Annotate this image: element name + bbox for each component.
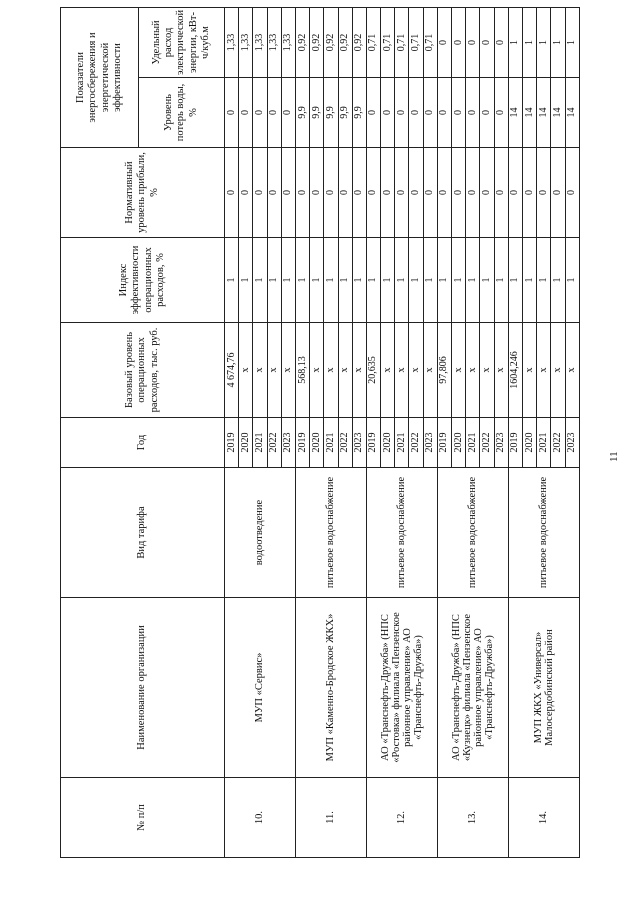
cell-year: 2023 xyxy=(352,418,366,468)
cell-energy: 0 xyxy=(437,7,451,77)
cell-loss: 0 xyxy=(395,78,409,148)
table-body xyxy=(225,7,580,857)
cell-base: x xyxy=(565,323,580,418)
cell-year: 2019 xyxy=(295,418,309,468)
cell-year: 2020 xyxy=(239,418,253,468)
cell-profit: 0 xyxy=(225,148,239,238)
cell-index: 1 xyxy=(466,238,480,323)
group-org: МУП «Сервис» xyxy=(225,598,296,778)
table-row xyxy=(225,7,239,857)
cell-profit: 0 xyxy=(551,148,565,238)
cell-year: 2020 xyxy=(452,418,466,468)
cell-base: x xyxy=(480,323,494,418)
cell-profit: 0 xyxy=(508,148,522,238)
cell-index: 1 xyxy=(423,238,437,323)
cell-index: 1 xyxy=(324,238,338,323)
cell-index: 1 xyxy=(395,238,409,323)
rotated-table-container xyxy=(60,8,580,858)
group-num: 11. xyxy=(295,778,366,858)
header-num: № п/п xyxy=(61,778,225,858)
cell-index: 1 xyxy=(295,238,309,323)
cell-index: 1 xyxy=(508,238,522,323)
cell-year: 2022 xyxy=(480,418,494,468)
cell-base: x xyxy=(239,323,253,418)
cell-base: x xyxy=(253,323,267,418)
cell-year: 2022 xyxy=(267,418,281,468)
group-org: АО «Транснефть-Дружба» (НПС «Ростовка» филиала «Пензенское районное управление» АО «Транснефть-Дружба») xyxy=(366,598,437,778)
cell-loss: 14 xyxy=(522,78,536,148)
cell-year: 2021 xyxy=(466,418,480,468)
cell-profit: 0 xyxy=(565,148,580,238)
cell-energy: 0 xyxy=(494,7,508,77)
cell-loss: 14 xyxy=(508,78,522,148)
group-num: 12. xyxy=(366,778,437,858)
cell-base: 20,635 xyxy=(366,323,380,418)
cell-year: 2023 xyxy=(423,418,437,468)
cell-energy: 0,92 xyxy=(352,7,366,77)
table-row xyxy=(295,7,309,857)
cell-base: x xyxy=(381,323,395,418)
cell-base: x xyxy=(324,323,338,418)
cell-index: 1 xyxy=(381,238,395,323)
cell-index: 1 xyxy=(239,238,253,323)
cell-energy: 0,71 xyxy=(409,7,423,77)
cell-index: 1 xyxy=(253,238,267,323)
cell-energy: 0,71 xyxy=(381,7,395,77)
cell-energy: 0,71 xyxy=(366,7,380,77)
cell-energy: 0,92 xyxy=(324,7,338,77)
cell-loss: 0 xyxy=(225,78,239,148)
cell-base: x xyxy=(522,323,536,418)
cell-energy: 0 xyxy=(452,7,466,77)
cell-base: x xyxy=(310,323,324,418)
cell-index: 1 xyxy=(437,238,451,323)
cell-base: 568,13 xyxy=(295,323,309,418)
header-index: Индекс эффективности операционных расходов, % xyxy=(61,238,225,323)
cell-profit: 0 xyxy=(395,148,409,238)
cell-year: 2021 xyxy=(395,418,409,468)
cell-energy: 1,33 xyxy=(281,7,295,77)
cell-loss: 0 xyxy=(281,78,295,148)
cell-year: 2022 xyxy=(409,418,423,468)
cell-loss: 0 xyxy=(253,78,267,148)
cell-profit: 0 xyxy=(267,148,281,238)
cell-year: 2022 xyxy=(551,418,565,468)
cell-base: 1604,246 xyxy=(508,323,522,418)
header-tariff: Вид тарифа xyxy=(61,468,225,598)
cell-loss: 9,9 xyxy=(352,78,366,148)
group-tariff: питьевое водоснабжение xyxy=(437,468,508,598)
cell-year: 2019 xyxy=(508,418,522,468)
cell-profit: 0 xyxy=(381,148,395,238)
group-tariff: питьевое водоснабжение xyxy=(366,468,437,598)
cell-base: x xyxy=(452,323,466,418)
cell-energy: 1,33 xyxy=(239,7,253,77)
cell-base: x xyxy=(352,323,366,418)
cell-energy: 0,71 xyxy=(423,7,437,77)
cell-energy: 1 xyxy=(508,7,522,77)
cell-energy: 0,92 xyxy=(338,7,352,77)
page-number-container xyxy=(604,438,624,468)
cell-index: 1 xyxy=(409,238,423,323)
cell-energy: 1 xyxy=(537,7,551,77)
cell-loss: 9,9 xyxy=(295,78,309,148)
cell-energy: 1,33 xyxy=(225,7,239,77)
cell-year: 2020 xyxy=(522,418,536,468)
cell-index: 1 xyxy=(551,238,565,323)
group-org: АО «Транснефть-Дружба» (НПС «Кузнецк» филиала «Пензенское районное управление» АО «Транснефть-Дружба») xyxy=(437,598,508,778)
cell-year: 2021 xyxy=(537,418,551,468)
cell-loss: 9,9 xyxy=(310,78,324,148)
cell-index: 1 xyxy=(352,238,366,323)
group-num: 14. xyxy=(508,778,579,858)
cell-index: 1 xyxy=(522,238,536,323)
header-base: Базовый уровень операционных расходов, тыс. руб. xyxy=(61,323,225,418)
cell-energy: 0,92 xyxy=(310,7,324,77)
cell-profit: 0 xyxy=(281,148,295,238)
header-year: Год xyxy=(61,418,225,468)
cell-base: 97,806 xyxy=(437,323,451,418)
cell-loss: 0 xyxy=(239,78,253,148)
cell-year: 2021 xyxy=(324,418,338,468)
group-tariff: питьевое водоснабжение xyxy=(295,468,366,598)
cell-profit: 0 xyxy=(239,148,253,238)
cell-loss: 0 xyxy=(366,78,380,148)
cell-index: 1 xyxy=(537,238,551,323)
cell-loss: 0 xyxy=(494,78,508,148)
cell-loss: 0 xyxy=(466,78,480,148)
cell-base: x xyxy=(267,323,281,418)
group-num: 13. xyxy=(437,778,508,858)
cell-profit: 0 xyxy=(522,148,536,238)
cell-profit: 0 xyxy=(452,148,466,238)
cell-base: x xyxy=(537,323,551,418)
group-tariff: водоотведение xyxy=(225,468,296,598)
cell-loss: 0 xyxy=(423,78,437,148)
cell-base: x xyxy=(395,323,409,418)
cell-index: 1 xyxy=(480,238,494,323)
cell-profit: 0 xyxy=(480,148,494,238)
table-row xyxy=(366,7,380,857)
header-profit: Нормативный уровень прибыли, % xyxy=(61,148,225,238)
cell-base: x xyxy=(551,323,565,418)
cell-energy: 1 xyxy=(551,7,565,77)
cell-loss: 0 xyxy=(409,78,423,148)
cell-base: x xyxy=(423,323,437,418)
cell-index: 1 xyxy=(366,238,380,323)
cell-profit: 0 xyxy=(423,148,437,238)
cell-profit: 0 xyxy=(310,148,324,238)
cell-year: 2021 xyxy=(253,418,267,468)
header-group: Показатели энергосбережения и энергетической эффективности xyxy=(61,7,139,147)
header-loss: Уровень потерь воды, % xyxy=(139,78,225,148)
cell-year: 2019 xyxy=(225,418,239,468)
group-org: МУП «Каменно-Бродское ЖКХ» xyxy=(295,598,366,778)
cell-year: 2023 xyxy=(281,418,295,468)
cell-energy: 0,92 xyxy=(295,7,309,77)
cell-loss: 0 xyxy=(381,78,395,148)
cell-base: x xyxy=(281,323,295,418)
cell-profit: 0 xyxy=(338,148,352,238)
cell-index: 1 xyxy=(494,238,508,323)
cell-year: 2022 xyxy=(338,418,352,468)
cell-loss: 0 xyxy=(437,78,451,148)
cell-profit: 0 xyxy=(466,148,480,238)
cell-base: 4 674,76 xyxy=(225,323,239,418)
group-num: 10. xyxy=(225,778,296,858)
cell-profit: 0 xyxy=(352,148,366,238)
cell-year: 2019 xyxy=(437,418,451,468)
cell-loss: 0 xyxy=(267,78,281,148)
cell-base: x xyxy=(338,323,352,418)
cell-energy: 0 xyxy=(466,7,480,77)
header-org: Наименование организации xyxy=(61,598,225,778)
cell-base: x xyxy=(409,323,423,418)
cell-index: 1 xyxy=(281,238,295,323)
cell-index: 1 xyxy=(452,238,466,323)
cell-loss: 9,9 xyxy=(324,78,338,148)
cell-index: 1 xyxy=(338,238,352,323)
cell-loss: 14 xyxy=(551,78,565,148)
cell-profit: 0 xyxy=(437,148,451,238)
cell-year: 2019 xyxy=(366,418,380,468)
cell-energy: 0,71 xyxy=(395,7,409,77)
cell-profit: 0 xyxy=(324,148,338,238)
cell-index: 1 xyxy=(565,238,580,323)
cell-profit: 0 xyxy=(537,148,551,238)
cell-year: 2023 xyxy=(565,418,580,468)
table-row xyxy=(508,7,522,857)
cell-profit: 0 xyxy=(253,148,267,238)
cell-year: 2020 xyxy=(381,418,395,468)
group-tariff: питьевое водоснабжение xyxy=(508,468,579,598)
cell-loss: 14 xyxy=(565,78,580,148)
cell-profit: 0 xyxy=(409,148,423,238)
cell-profit: 0 xyxy=(366,148,380,238)
cell-profit: 0 xyxy=(295,148,309,238)
cell-profit: 0 xyxy=(494,148,508,238)
cell-energy: 1,33 xyxy=(253,7,267,77)
group-org: МУП ЖКХ «Универсал» Малосердобинский район xyxy=(508,598,579,778)
cell-year: 2020 xyxy=(310,418,324,468)
cell-energy: 1,33 xyxy=(267,7,281,77)
cell-loss: 9,9 xyxy=(338,78,352,148)
cell-year: 2023 xyxy=(494,418,508,468)
page-number: 11 xyxy=(608,451,620,462)
cell-base: x xyxy=(466,323,480,418)
cell-energy: 1 xyxy=(522,7,536,77)
header-energy: Удельный расход электрической энергии, кВт-ч/куб.м xyxy=(139,7,225,77)
cell-loss: 0 xyxy=(480,78,494,148)
cell-loss: 0 xyxy=(452,78,466,148)
cell-base: x xyxy=(494,323,508,418)
cell-energy: 0 xyxy=(480,7,494,77)
tariff-indicators-table xyxy=(60,7,580,858)
table-row xyxy=(437,7,451,857)
cell-loss: 14 xyxy=(537,78,551,148)
cell-energy: 1 xyxy=(565,7,580,77)
cell-index: 1 xyxy=(225,238,239,323)
cell-index: 1 xyxy=(267,238,281,323)
cell-index: 1 xyxy=(310,238,324,323)
